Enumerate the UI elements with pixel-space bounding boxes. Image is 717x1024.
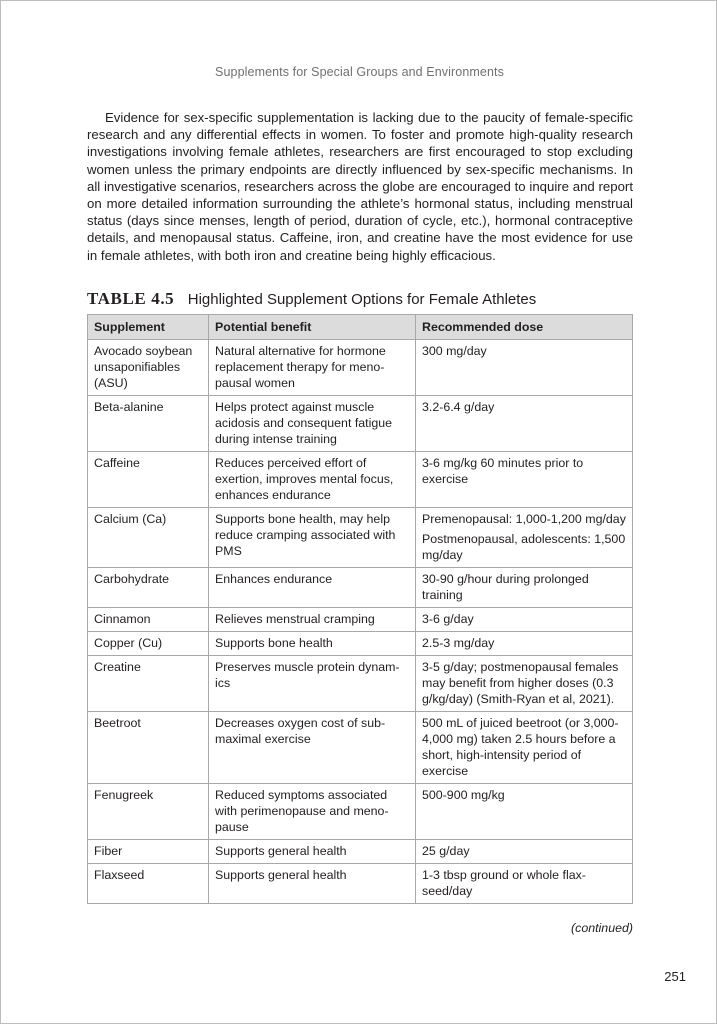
cell-dose (416, 452, 633, 508)
cell-benefit: Decreases oxygen cost of sub-maximal exercise (209, 712, 416, 784)
cell-dose (416, 568, 633, 608)
table-row (88, 340, 633, 396)
table-row (88, 632, 633, 656)
table-row (88, 508, 633, 568)
dose-text: 3-6 mg/kg 60 minutes prior to exercise (422, 456, 584, 486)
dose-text: 300 mg/day (422, 344, 487, 358)
cell-dose (416, 840, 633, 864)
dose-text: 3.2-6.4 g/day (422, 400, 495, 414)
table-header-row (88, 315, 633, 340)
cell-benefit: Preserves muscle protein dynam-ics (209, 656, 416, 712)
cell-dose (416, 340, 633, 396)
cell-dose (416, 508, 633, 568)
dose-text: 25 g/day (422, 844, 470, 858)
running-head: Supplements for Special Groups and Environments (215, 65, 504, 79)
cell-dose (416, 864, 633, 904)
table-row (88, 656, 633, 712)
cell-supplement: Creatine (88, 656, 209, 712)
dose-text: 1-3 tbsp ground or whole flax-seed/day (422, 868, 586, 898)
cell-benefit: Relieves menstrual cramping (209, 608, 416, 632)
header-recommended-dose: Recommended dose (416, 315, 633, 340)
dose-text: 3-6 g/day (422, 612, 474, 626)
cell-supplement: Fenugreek (88, 784, 209, 840)
cell-supplement: Fiber (88, 840, 209, 864)
cell-supplement: Avocado soybean unsaponifiables (ASU) (88, 340, 209, 396)
body-paragraph: Evidence for sex-specific supplementation is lacking due to the paucity of female-specific research and any differential effects in women. To foster and promote high-quality research investigations involving female athletes, researchers are first encouraged to stop excluding women unless the primary endpoints are directly influenced by sex-specific mechanisms. In all investigative scenarios, researchers across the globe are encouraged to inquire and report on more detailed information surrounding the athlete’s hormonal status, including menstrual status (days since menses, length of period, duration of cycle, etc.), hormonal contraceptive details, and menopausal status. Caffeine, iron, and creatine have the most evidence for use in female athletes, with both iron and creatine being highly efficacious. (87, 110, 633, 263)
page-number: 251 (664, 969, 686, 984)
cell-benefit: Reduces perceived effort of exertion, improves mental focus, enhances endurance (209, 452, 416, 508)
supplement-table (87, 314, 633, 904)
table-row (88, 712, 633, 784)
table-title: Highlighted Supplement Options for Female Athletes (187, 291, 537, 308)
table-body (88, 340, 633, 904)
cell-benefit: Supports bone health, may help reduce cramping associated with PMS (209, 508, 416, 568)
cell-supplement: Caffeine (88, 452, 209, 508)
dose-text: 2.5-3 mg/day (422, 636, 495, 650)
dose-text: 500 mL of juiced beetroot (or 3,000-4,000 mg) taken 2.5 hours before a short, high-intensity period of exercise (422, 716, 619, 778)
cell-benefit: Natural alternative for hormone replacement therapy for meno-pausal women (209, 340, 416, 396)
cell-supplement: Carbohydrate (88, 568, 209, 608)
cell-benefit: Supports bone health (209, 632, 416, 656)
continued-note: (continued) (571, 921, 633, 935)
cell-dose (416, 656, 633, 712)
cell-supplement: Cinnamon (88, 608, 209, 632)
dose-text: Premenopausal: 1,000-1,200 mg/day (422, 512, 626, 526)
dose-text: 30-90 g/hour during prolonged training (422, 572, 589, 602)
cell-supplement: Flaxseed (88, 864, 209, 904)
cell-dose (416, 608, 633, 632)
cell-supplement: Copper (Cu) (88, 632, 209, 656)
table-row (88, 568, 633, 608)
table-caption (87, 289, 633, 309)
table-row (88, 396, 633, 452)
cell-dose (416, 784, 633, 840)
table-row (88, 452, 633, 508)
cell-supplement: Beetroot (88, 712, 209, 784)
cell-benefit: Helps protect against muscle acidosis and consequent fatigue during intense training (209, 396, 416, 452)
table-row (88, 608, 633, 632)
dose-text: 3-5 g/day; postmenopausal females may benefit from higher doses (0.3 g/kg/day) (Smith-Ryan et al, 2021). (422, 660, 619, 706)
cell-supplement: Beta-alanine (88, 396, 209, 452)
cell-dose (416, 632, 633, 656)
dose-text: Postmenopausal, adolescents: 1,500 mg/day (422, 532, 626, 562)
dose-text: 500-900 mg/kg (422, 788, 505, 802)
cell-dose (416, 712, 633, 784)
table-row (88, 864, 633, 904)
cell-dose (416, 396, 633, 452)
cell-benefit: Reduced symptoms associated with perimenopause and meno-pause (209, 784, 416, 840)
table-row (88, 840, 633, 864)
cell-benefit: Supports general health (209, 840, 416, 864)
table-label: TABLE 4.5 (87, 289, 175, 308)
header-supplement: Supplement (88, 315, 209, 340)
cell-supplement: Calcium (Ca) (88, 508, 209, 568)
table-row (88, 784, 633, 840)
header-potential-benefit: Potential benefit (209, 315, 416, 340)
cell-benefit: Enhances endurance (209, 568, 416, 608)
cell-benefit: Supports general health (209, 864, 416, 904)
